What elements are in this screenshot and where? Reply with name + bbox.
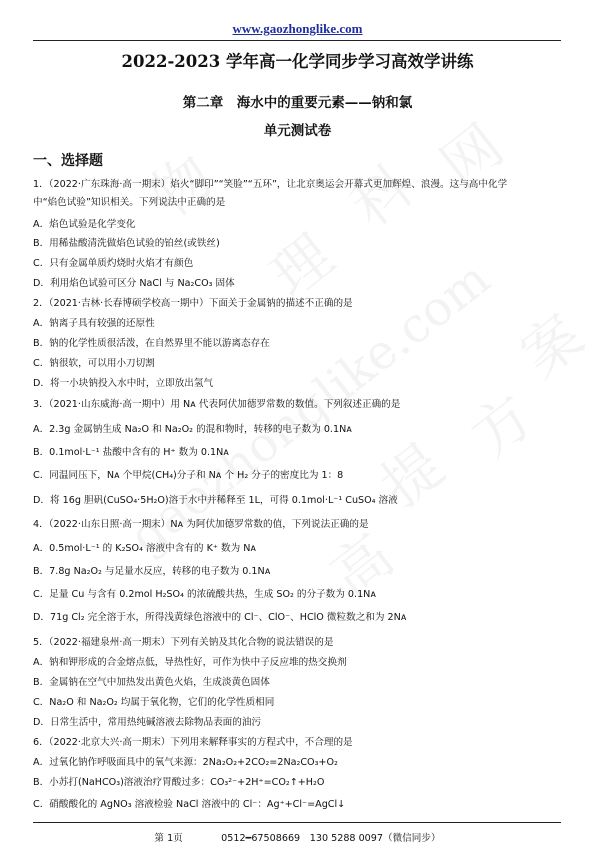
option-line: D．将 16g 胆矾(CuSO₄·5H₂O)溶于水中并稀释至 1L，可得 0.1mol·L⁻¹ CuSO₄ 溶液 xyxy=(33,495,398,506)
question-line: 4．（2022·山东日照·高一期末）Nᴀ 为阿伏加德罗常数的值，下列说法正确的是 xyxy=(33,519,369,530)
option-line: C．Na₂O 和 Na₂O₂ 均属于氧化物，它们的化学性质相同 xyxy=(33,697,275,708)
option-line: B．0.1mol·L⁻¹ 盐酸中含有的 H⁺ 数为 0.1Nᴀ xyxy=(33,447,229,458)
footer-rule xyxy=(33,822,561,823)
site-url[interactable]: www.gaozhonglike.com xyxy=(232,21,363,36)
option-line: B．小苏打(NaHCO₃)溶液治疗胃酸过多：CO₃²⁻+2H⁺=CO₂↑+H₂O xyxy=(33,777,325,788)
option-line: A．钠离子具有较强的还原性 xyxy=(33,318,155,329)
option-line: B．用稀盐酸清洗做焰色试验的铂丝(或铁丝) xyxy=(33,238,220,249)
subtitle: 单元测试卷 xyxy=(263,123,332,139)
option-line: B．金属钠在空气中加热发出黄色火焰，生成淡黄色固体 xyxy=(33,677,270,688)
option-line: D．71g Cl₂ 完全溶于水，所得浅黄绿色溶液中的 Cl⁻、ClO⁻、HClO 微粒数之和为 2Nᴀ xyxy=(33,612,407,623)
option-line: A．0.5mol·L⁻¹ 的 K₂SO₄ 溶液中含有的 K⁺ 数为 Nᴀ xyxy=(33,543,257,554)
question-line: 3．（2021·山东威海·高一期中）用 Nᴀ 代表阿伏加德罗常数的数值。下列叙述正确的是 xyxy=(33,399,401,410)
option-line: A．钠和钾形成的合金熔点低，导热性好，可作为快中子反应堆的热交换剂 xyxy=(33,657,347,668)
chapter-title: 第二章 海水中的重要元素——钠和氯 xyxy=(182,95,413,111)
question-line: 中“焰色试验”知识相关。下列说法中正确的是 xyxy=(33,197,226,208)
question-line: 2．（2021·吉林·长春博硕学校高一期中）下面关于金属钠的描述不正确的是 xyxy=(33,298,353,309)
option-line: C．只有金属单质灼烧时火焰才有颜色 xyxy=(33,258,194,269)
option-line: C．足量 Cu 与含有 0.2mol H₂SO₄ 的浓硫酸共热，生成 SO₂ 的分子数为 0.1Nᴀ xyxy=(33,589,377,600)
option-line: C．硝酸酸化的 AgNO₃ 溶液检验 NaCl 溶液中的 Cl⁻：Ag⁺+Cl⁻=AgCl↓ xyxy=(33,799,346,810)
option-line: D．利用焰色试验可区分 NaCl 与 Na₂CO₃ 固体 xyxy=(33,278,235,289)
option-line: A．过氧化钠作呼吸面具中的氧气来源：2Na₂O₂+2CO₂=2Na₂CO₃+O₂ xyxy=(33,757,338,768)
question-line: 6．（2022·北京大兴·高一期末）下列用来解释事实的方程式中，不合理的是 xyxy=(33,737,353,748)
page-footer: 第 1页 0512━67508669 130 5288 0097（微信同步） xyxy=(154,833,441,844)
option-line: B．钠的化学性质很活泼，在自然界里不能以游离态存在 xyxy=(33,338,270,349)
header-rule xyxy=(33,40,561,41)
page-title: 2022-2023 学年高一化学同步学习高效学讲练 xyxy=(121,52,474,71)
section-heading: 一、选择题 xyxy=(33,153,103,169)
option-line: C．同温同压下，Nᴀ 个甲烷(CH₄)分子和 Nᴀ 个 H₂ 分子的密度比为 1：8 xyxy=(33,470,344,481)
question-line: 5．（2022·福建泉州·高一期末）下列有关钠及其化合物的说法错误的是 xyxy=(33,637,334,648)
option-line: D．日常生活中，常用热纯碱溶液去除物品表面的油污 xyxy=(33,717,262,728)
option-line: C．钠很软，可以用小刀切割 xyxy=(33,358,155,369)
option-line: A．2.3g 金属钠生成 Na₂O 和 Na₂O₂ 的混和物时，转移的电子数为 0.1Nᴀ xyxy=(33,424,352,435)
option-line: B．7.8g Na₂O₂ 与足量水反应，转移的电子数为 0.1Nᴀ xyxy=(33,566,271,577)
question-line: 1．（2022·广东珠海·高一期末）焰火“脚印”“笑脸”“五环”，让北京奥运会开幕式更加辉煌、浪漫。这与高中化学 xyxy=(33,179,508,190)
option-line: A．焰色试验是化学变化 xyxy=(33,219,136,230)
option-line: D．将一小块钠投入水中时，立即放出氢气 xyxy=(33,378,214,389)
